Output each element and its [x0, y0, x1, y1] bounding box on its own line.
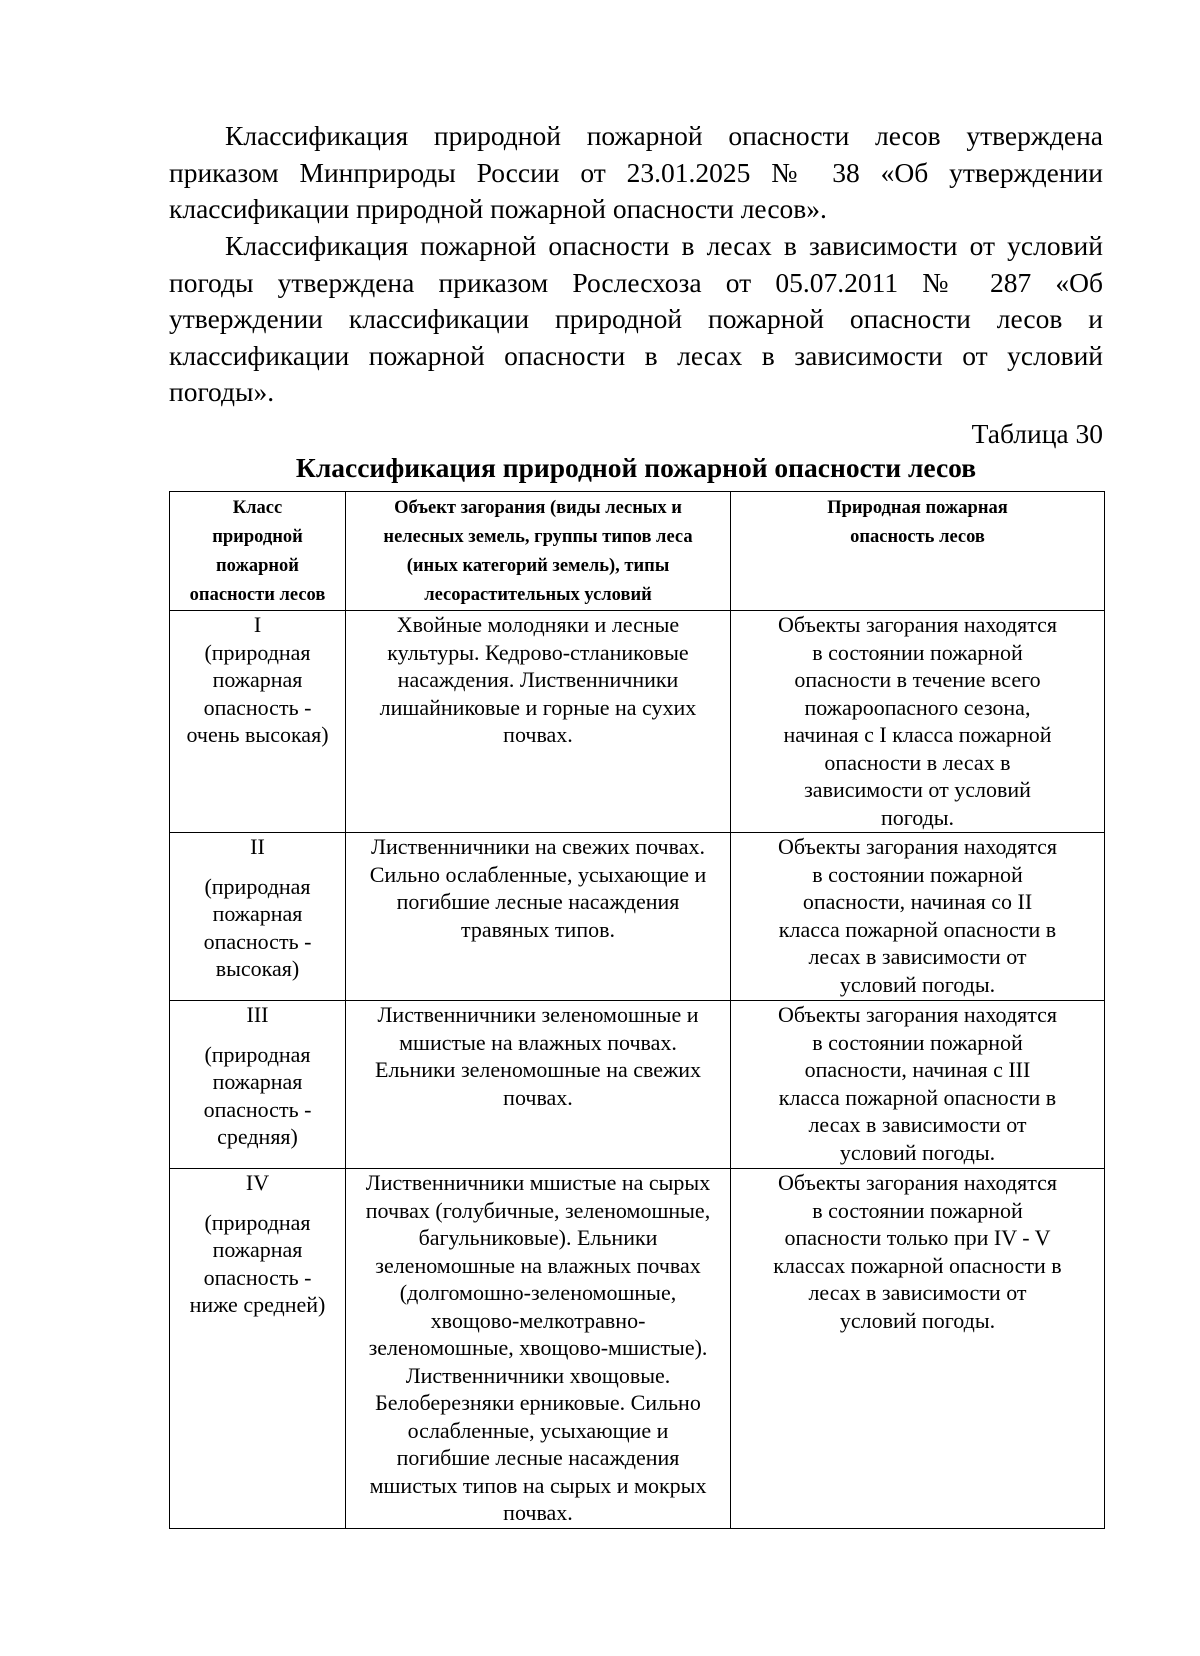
danger-line: классах пожарной опасности в: [773, 1252, 1062, 1278]
header-line: Объект загорания (виды лесных и: [394, 498, 682, 518]
danger-line: в состоянии пожарной: [812, 1029, 1023, 1055]
object-line: Белоберезняки ерниковые. Сильно: [375, 1390, 701, 1415]
danger-line: Объекты загорания находятся: [778, 1002, 1057, 1027]
danger-line: в состоянии пожарной: [812, 861, 1023, 887]
danger-line: начиная с I класса пожарной: [783, 722, 1052, 747]
table-row: [170, 1001, 1105, 1169]
object-line: почвах.: [503, 722, 573, 747]
header-line: опасность лесов: [850, 527, 985, 547]
class-cell: [170, 1001, 346, 1169]
paragraph-line: погоды утверждена приказом Рослесхоза от 05.07.2011 № 287 «Об: [169, 266, 1103, 298]
header-line: Класс: [232, 498, 283, 518]
table-number: Таблица 30: [971, 418, 1103, 449]
table-row: [170, 611, 1105, 833]
class-desc-line: ниже средней): [189, 1292, 326, 1317]
danger-line: опасности, начиная с III: [804, 1057, 1031, 1082]
header-line: опасности лесов: [189, 585, 326, 605]
header-line: (иных категорий земель), типы: [406, 556, 670, 576]
danger-line: Объекты загорания находятся: [778, 612, 1057, 637]
header-object: [346, 492, 731, 611]
danger-line: лесах в зависимости от: [808, 1280, 1027, 1305]
header-line: нелесных земель, группы типов леса: [383, 527, 693, 547]
object-line: насаждения. Лиственничники: [397, 667, 679, 692]
table-title: Классификация природной пожарной опасности лесов: [295, 452, 977, 483]
object-line: Сильно ослабленные, усыхающие и: [369, 861, 707, 887]
object-line: Ельники зеленомошные на свежих: [375, 1057, 701, 1082]
fire-danger-table: [169, 491, 1105, 1529]
class-number: I: [253, 612, 262, 637]
danger-line: опасности только при IV - V: [784, 1225, 1051, 1250]
object-line: зеленомошные, хвощово-мшистые).: [368, 1335, 708, 1360]
danger-line: класса пожарной опасности в: [778, 1084, 1057, 1110]
class-desc-line: средняя): [217, 1124, 298, 1149]
header-danger: [731, 492, 1105, 611]
paragraph-order-rosleshoz: [169, 228, 1103, 411]
object-line: зеленомошные на влажных почвах: [375, 1252, 701, 1278]
object-line: Лиственничники на свежих почвах.: [371, 834, 705, 859]
object-line: погибшие лесные насаждения: [396, 1445, 680, 1470]
danger-cell: [731, 1169, 1105, 1529]
danger-cell: [731, 611, 1105, 833]
object-line: Лиственничники хвощовые.: [405, 1362, 671, 1388]
danger-line: условий погоды.: [839, 1139, 996, 1165]
object-line: погибшие лесные насаждения: [396, 889, 680, 914]
class-desc-line: очень высокая): [186, 722, 329, 747]
class-number: III: [246, 1002, 269, 1027]
danger-line: погоды.: [880, 804, 955, 830]
danger-line: лесах в зависимости от: [808, 944, 1027, 969]
object-line: (долгомошно-зеленомошные,: [399, 1280, 677, 1305]
object-line: мшистые на влажных почвах.: [399, 1029, 677, 1055]
paragraph-order-minprirody: [169, 118, 1103, 228]
danger-line: в состоянии пожарной: [812, 639, 1023, 665]
danger-line: класса пожарной опасности в: [778, 916, 1057, 942]
danger-line: Объекты загорания находятся: [778, 1170, 1057, 1195]
object-line: почвах.: [503, 1084, 573, 1110]
danger-line: условий погоды.: [839, 971, 996, 997]
table-row: [170, 1169, 1105, 1529]
object-line: Лиственничники зеленомошные и: [377, 1002, 699, 1027]
object-line: багульниковые). Ельники: [418, 1225, 658, 1250]
class-desc-line: опасность -: [203, 694, 312, 720]
object-line: почвах (голубичные, зеленомошные,: [365, 1197, 711, 1223]
class-desc-line: опасность -: [203, 1096, 312, 1122]
object-line: Лиственничники мшистые на сырых: [365, 1170, 711, 1195]
object-line: почвах.: [503, 1500, 573, 1525]
class-desc-line: высокая): [215, 956, 300, 981]
object-line: Хвойные молодняки и лесные: [396, 612, 680, 637]
class-cell: [170, 1169, 346, 1529]
object-line: лишайниковые и горные на сухих: [379, 694, 697, 720]
table-row: [170, 833, 1105, 1001]
class-desc-line: (природная: [204, 873, 311, 899]
object-line: мшистых типов на сырых и мокрых: [369, 1472, 707, 1498]
class-desc-line: (природная: [204, 1209, 311, 1235]
class-desc-line: опасность -: [203, 1264, 312, 1290]
object-line: травяных типов.: [461, 916, 615, 942]
class-cell: [170, 611, 346, 833]
danger-line: опасности в лесах в: [824, 749, 1011, 775]
paragraph-line: погоды».: [169, 376, 275, 407]
class-number: IV: [245, 1170, 270, 1195]
object-cell: [346, 1001, 731, 1169]
paragraph-line: Классификация природной пожарной опасности лесов утверждена: [225, 120, 1103, 151]
object-cell: [346, 611, 731, 833]
object-cell: [346, 1169, 731, 1529]
class-desc-line: пожарная: [212, 901, 303, 926]
class-desc-line: пожарная: [212, 1237, 303, 1262]
header-line: лесорастительных условий: [424, 585, 652, 605]
class-desc-line: опасность -: [203, 928, 312, 954]
class-desc-line: (природная: [204, 639, 311, 665]
danger-line: зависимости от условий: [804, 777, 1031, 802]
object-cell: [346, 833, 731, 1001]
object-line: ослабленные, усыхающие и: [407, 1417, 669, 1443]
class-desc-line: пожарная: [212, 1069, 303, 1094]
danger-line: Объекты загорания находятся: [778, 834, 1057, 859]
header-line: Природная пожарная: [827, 498, 1008, 518]
header-class: [170, 492, 346, 611]
danger-cell: [731, 1001, 1105, 1169]
paragraph-line: приказом Минприроды России от 23.01.2025 № 38 «Об утверждении: [169, 156, 1103, 188]
class-desc-line: (природная: [204, 1041, 311, 1067]
danger-line: опасности в течение всего: [794, 667, 1041, 692]
paragraph-line: утверждении классификации природной пожарной опасности лесов и: [169, 303, 1103, 334]
paragraph-line: классификации пожарной опасности в лесах в зависимости от условий: [169, 339, 1103, 371]
class-desc-line: пожарная: [212, 667, 303, 692]
danger-cell: [731, 833, 1105, 1001]
class-cell: [170, 833, 346, 1001]
paragraph-line: классификации природной пожарной опасности лесов».: [169, 193, 827, 224]
danger-line: лесах в зависимости от: [808, 1112, 1027, 1137]
danger-line: в состоянии пожарной: [812, 1197, 1023, 1223]
header-line: природной: [212, 527, 303, 547]
object-line: культуры. Кедрово-стланиковые: [387, 639, 689, 665]
danger-line: опасности, начиная со II: [802, 889, 1033, 914]
class-number: II: [250, 834, 265, 859]
table-header-row: [170, 492, 1105, 611]
danger-line: пожароопасного сезона,: [804, 694, 1031, 720]
object-line: хвощово-мелкотравно-: [430, 1307, 646, 1333]
header-line: пожарной: [216, 556, 299, 576]
paragraph-line: Классификация пожарной опасности в лесах в зависимости от условий: [225, 230, 1103, 261]
danger-line: условий погоды.: [839, 1307, 996, 1333]
